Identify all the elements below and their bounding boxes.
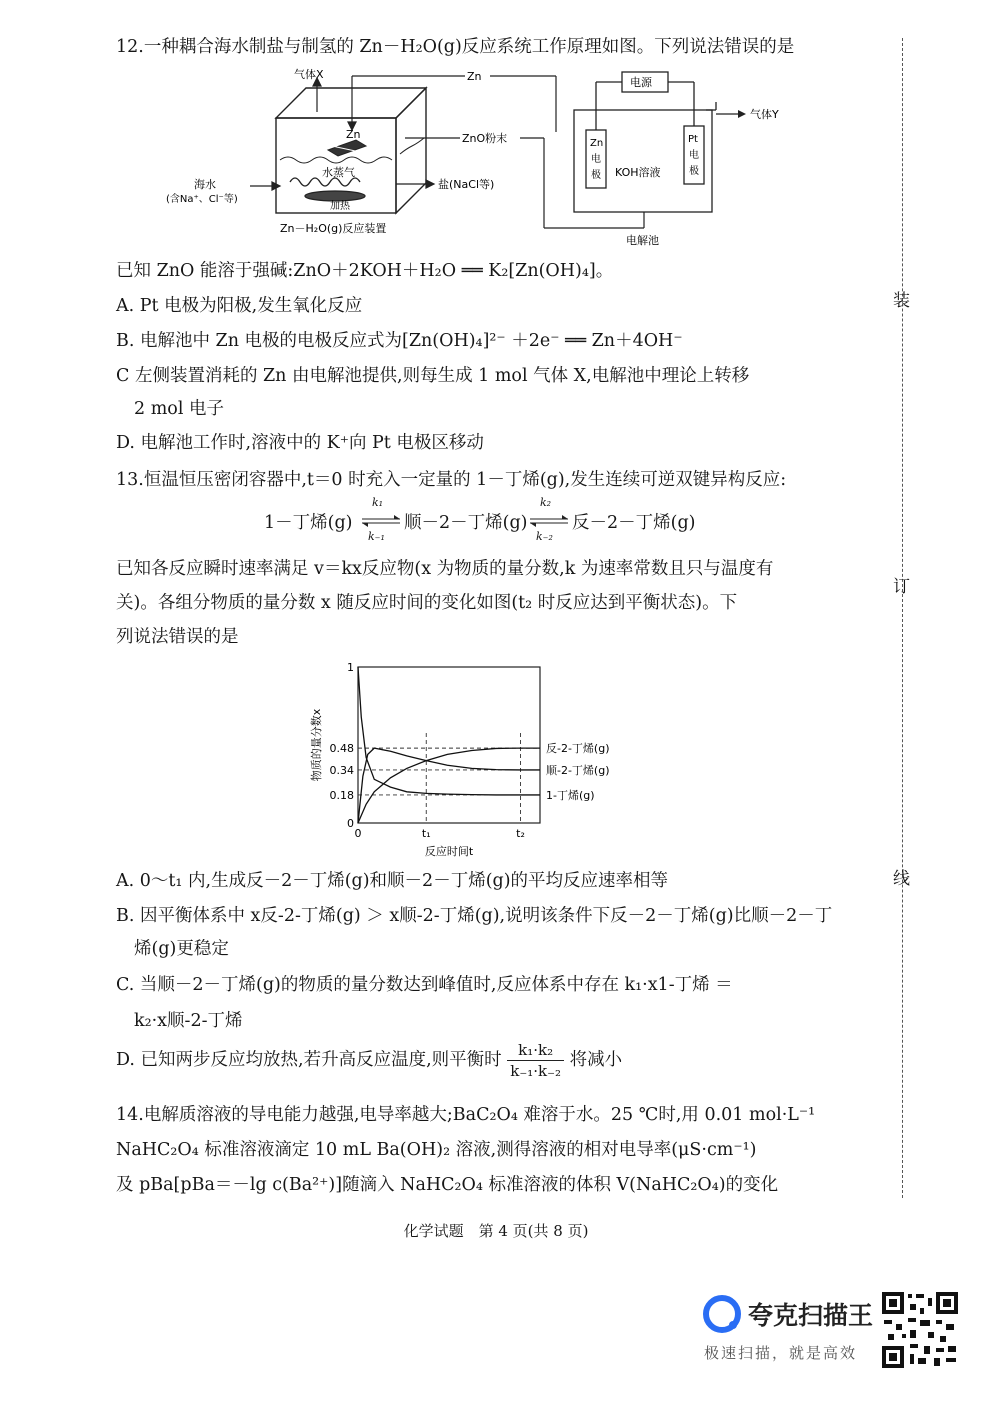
x-tick-label: 0 bbox=[354, 827, 362, 840]
q13-p3: 列说法错误的是 bbox=[116, 627, 239, 647]
x-axis-label: 反应时间t bbox=[424, 845, 474, 858]
fraction-numerator: k₁·k₂ bbox=[507, 1040, 564, 1061]
label-zn-top: Zn bbox=[467, 70, 482, 83]
brand-slogan: 极速扫描，就是高效 bbox=[704, 1344, 858, 1362]
km2-label: k₋₂ bbox=[536, 530, 553, 543]
q13-option-c1: C. 当顺－2－丁烯(g)的物质的量分数达到峰值时,反应体系中存在 k₁·x1-丁烯 ＝ bbox=[116, 975, 733, 995]
series-label-2: 顺-2-丁烯(g) bbox=[546, 763, 610, 777]
gas-y-arrow bbox=[738, 110, 746, 118]
label-device: Zn－H₂O(g)反应装置 bbox=[280, 222, 387, 235]
q14-l3: 及 pBa[pBa＝－lg c(Ba²⁺)]随滴入 NaHC₂O₄ 标准溶液的体积 V(NaHC₂O₄)的变化 bbox=[116, 1175, 779, 1195]
series-line-3 bbox=[358, 667, 540, 795]
reactant-1-butene: 1－丁烯(g) bbox=[264, 513, 353, 533]
label-gas-x: 气体X bbox=[294, 68, 324, 81]
product-cis: 顺－2－丁烯(g) bbox=[404, 513, 528, 533]
y-tick-label: 0 bbox=[347, 817, 354, 830]
series-label-3: 1-丁烯(g) bbox=[546, 788, 595, 802]
y-axis-label: 物质的量分数x bbox=[310, 708, 323, 782]
q13-reaction bbox=[264, 498, 724, 546]
k2-label: k₂ bbox=[540, 496, 552, 509]
q12-stem: 12.一种耦合海水制盐与制氢的 Zn－H₂O(g)反应系统工作原理如图。下列说法错误的是 bbox=[116, 37, 795, 57]
q13-option-d-fraction bbox=[507, 1040, 564, 1081]
q12-option-c2: 2 mol 电子 bbox=[134, 399, 224, 419]
page-footer: 化学试题 第 4 页(共 8 页) bbox=[403, 1222, 589, 1240]
zno-connector bbox=[490, 76, 644, 228]
q12-known: 已知 ZnO 能溶于强碱:ZnO＋2KOH＋H₂O ══ K₂[Zn(OH)₄]。 bbox=[116, 261, 614, 281]
q13-option-b2: 烯(g)更稳定 bbox=[134, 939, 229, 959]
label-pt-electrode-3: 极 bbox=[689, 166, 699, 177]
margin-xian: 线 bbox=[893, 869, 910, 889]
q13-option-c2: k₂·x顺-2-丁烯 bbox=[134, 1011, 243, 1031]
label-salt: 盐(NaCl等) bbox=[438, 178, 495, 191]
k1-label: k₁ bbox=[372, 496, 384, 509]
fraction-denominator: k₋₁·k₋₂ bbox=[510, 1062, 562, 1080]
q13-option-d bbox=[116, 1040, 622, 1081]
margin-zhuang: 装 bbox=[893, 291, 910, 311]
y-tick-label: 0.18 bbox=[329, 788, 354, 802]
label-gas-y: 气体Y bbox=[750, 108, 779, 121]
y-tick-label: 0.48 bbox=[329, 742, 354, 756]
q12-diagram bbox=[160, 62, 820, 252]
label-cell: 电解池 bbox=[626, 234, 659, 247]
q12-option-b: B. 电解池中 Zn 电极的电极反应式为[Zn(OH)₄]²⁻ ＋2e⁻ ══ Zn＋4OH⁻ bbox=[116, 331, 683, 351]
km1-label: k₋₁ bbox=[368, 530, 385, 543]
label-zn-electrode-3: 极 bbox=[591, 170, 601, 181]
series-label-1: 反-2-丁烯(g) bbox=[546, 742, 610, 756]
margin-ding: 订 bbox=[893, 577, 910, 597]
q12-option-d: D. 电解池工作时,溶液中的 K⁺向 Pt 电极区移动 bbox=[116, 433, 484, 453]
label-steam: 水蒸气 bbox=[322, 166, 355, 179]
y-tick-label: 1 bbox=[347, 661, 354, 674]
y-tick-label: 0.34 bbox=[329, 763, 354, 777]
product-trans: 反－2－丁烯(g) bbox=[572, 513, 696, 533]
label-heating: 加热 bbox=[330, 201, 350, 212]
x-tick-label: t₂ bbox=[516, 827, 525, 840]
q13-p2: 关)。各组分物质的量分数 x 随反应时间的变化如图(t₂ 时反应达到平衡状态)。下 bbox=[116, 593, 738, 613]
q13-p1: 已知各反应瞬时速率满足 v＝kx反应物(x 为物质的量分数,k 为速率常数且只与温度有 bbox=[116, 559, 774, 579]
series-line-2 bbox=[358, 748, 540, 823]
binding-line bbox=[902, 38, 903, 1198]
q14-l1: 14.电解质溶液的导电能力越强,电导率越大;BaC₂O₄ 难溶于水。25 ℃时,用 0.01 mol·L⁻¹ bbox=[116, 1105, 816, 1125]
label-koh: KOH溶液 bbox=[615, 166, 661, 179]
q13-option-d-pre: D. 已知两步反应均放热,若升高反应温度,则平衡时 bbox=[116, 1050, 502, 1070]
q13-stem: 13.恒温恒压密闭容器中,t＝0 时充入一定量的 1－丁烯(g),发生连续可逆双键异构反应: bbox=[116, 470, 787, 490]
brand-name: 夸克扫描王 bbox=[748, 1301, 874, 1330]
qr-code-icon bbox=[880, 1290, 960, 1370]
label-zn-box: Zn bbox=[346, 128, 361, 141]
label-zn-electrode-2: 电 bbox=[591, 154, 601, 165]
q12-option-a: A. Pt 电极为阳极,发生氧化反应 bbox=[116, 296, 363, 316]
brand-logo-icon bbox=[700, 1292, 744, 1336]
chart-frame bbox=[358, 667, 540, 823]
x-tick-label: t₁ bbox=[421, 827, 431, 840]
q13-option-d-post: 将减小 bbox=[569, 1050, 623, 1070]
series-line-1 bbox=[358, 748, 540, 823]
q12-option-c1: C 左侧装置消耗的 Zn 由电解池提供,则每生成 1 mol 气体 X,电解池中理论上转移 bbox=[116, 366, 750, 386]
q13-option-a: A. 0～t₁ 内,生成反－2－丁烯(g)和顺－2－丁烯(g)的平均反应速率相等 bbox=[116, 871, 669, 891]
q13-chart bbox=[300, 655, 660, 860]
label-seawater: 海水 bbox=[194, 178, 216, 191]
label-seawater-note: (含Na⁺、Cl⁻等) bbox=[166, 194, 238, 205]
label-power: 电源 bbox=[630, 76, 652, 89]
q14-l2: NaHC₂O₄ 标准溶液滴定 10 mL Ba(OH)₂ 溶液,测得溶液的相对电导率(μS·cm⁻¹) bbox=[116, 1140, 757, 1160]
label-pt-electrode-2: 电 bbox=[689, 150, 699, 161]
label-zn-electrode-1: Zn bbox=[590, 138, 604, 149]
heater bbox=[290, 178, 365, 201]
q13-option-b1: B. 因平衡体系中 x反-2-丁烯(g) ＞ x顺-2-丁烯(g),说明该条件下反－2－丁烯(g)比顺－2－丁 bbox=[116, 906, 833, 926]
label-zno: ZnO粉末 bbox=[462, 132, 508, 145]
zn-plate bbox=[328, 140, 366, 156]
label-pt-electrode-1: Pt bbox=[688, 134, 698, 145]
